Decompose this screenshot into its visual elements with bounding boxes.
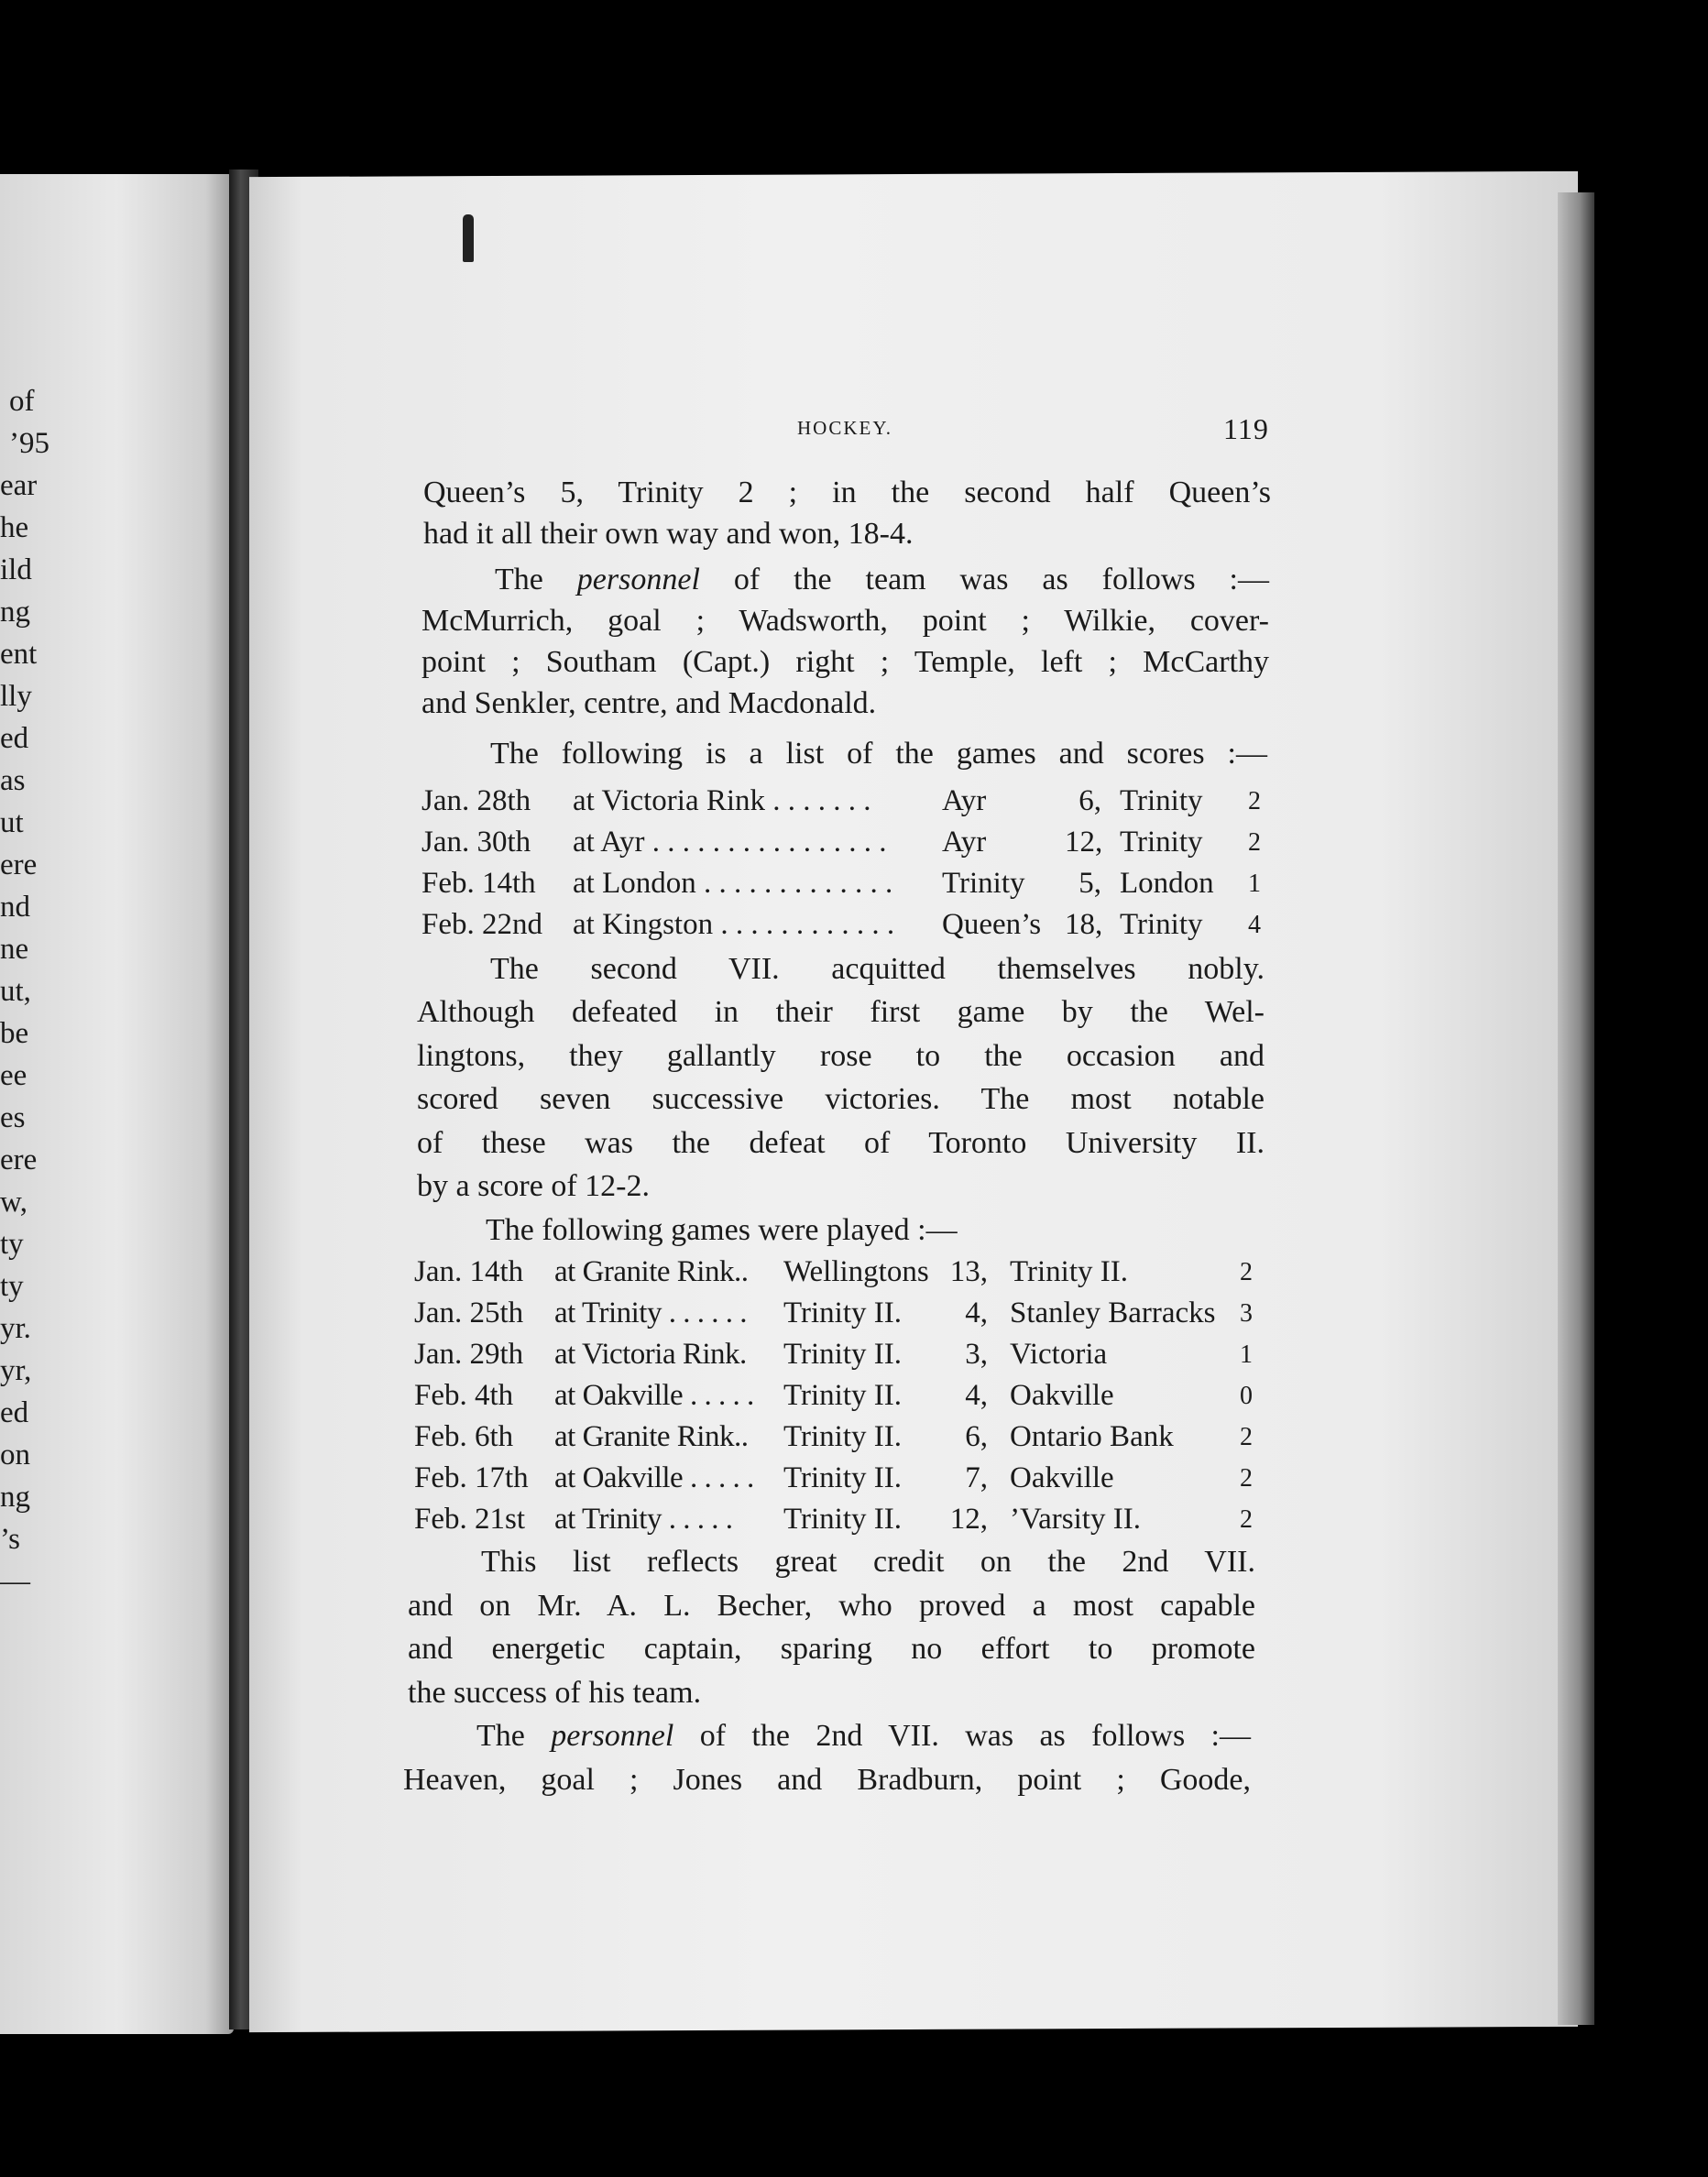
game-score-b: 2	[1248, 828, 1261, 857]
game-place: at Oakville . . . . .	[554, 1379, 754, 1412]
text-line: Queen’s 5, Trinity 2 ; in the second half Queen’s	[423, 476, 1271, 509]
facing-page-fragment: ild	[0, 553, 32, 586]
text-run: of the team was as follows :—	[699, 563, 1270, 596]
game-winner: Trinity II.	[783, 1338, 902, 1371]
game-row	[0, 822, 1708, 863]
game-score-a: 3,	[965, 1338, 988, 1371]
game-place: at Kingston . . . . . . . . . . . .	[573, 908, 895, 941]
game-row	[0, 781, 1708, 822]
page-edge	[1558, 192, 1594, 2025]
game-score-b: 2	[1248, 787, 1261, 815]
game-opponent: Ontario Bank	[1010, 1420, 1174, 1453]
game-row	[0, 1252, 1708, 1293]
game-opponent: Trinity II.	[1010, 1255, 1128, 1288]
facing-page-fragment: be	[0, 1017, 29, 1050]
game-date: Jan. 28th	[422, 784, 531, 817]
text-line: Although defeated in their first game by the Wel-	[417, 995, 1265, 1029]
text-run: The	[495, 563, 577, 596]
facing-page-fragment: ee	[0, 1059, 27, 1092]
game-row	[0, 904, 1708, 946]
text-line: point ; Southam (Capt.) right ; Temple, left ; McCarthy	[422, 645, 1269, 679]
game-place: at Trinity . . . . .	[554, 1503, 733, 1536]
text-line: of these was the defeat of Toronto University II.	[417, 1126, 1265, 1160]
game-score-a: 7,	[965, 1461, 988, 1494]
game-opponent: Victoria	[1010, 1338, 1108, 1371]
game-score-a: 18,	[1065, 908, 1103, 941]
facing-page-fragment: yr.	[0, 1312, 31, 1345]
game-winner: Ayr	[942, 826, 987, 859]
text-line: and on Mr. A. L. Becher, who proved a most capable	[408, 1589, 1255, 1623]
facing-page-fragment: ng	[0, 596, 30, 629]
game-winner: Ayr	[942, 784, 987, 817]
facing-page-fragment: nd	[0, 891, 30, 924]
facing-page-fragment: on	[0, 1439, 30, 1471]
game-date: Feb. 17th	[414, 1461, 529, 1494]
game-opponent: Trinity	[1120, 908, 1203, 941]
game-winner: Trinity II.	[783, 1379, 902, 1412]
text-run: of the 2nd VII. was as follows :—	[673, 1719, 1252, 1753]
facing-page-fragment: he	[0, 511, 29, 544]
game-date: Jan. 25th	[414, 1296, 524, 1329]
game-score-a: 12,	[949, 1503, 988, 1536]
text-line: and Senkler, centre, and Macdonald.	[422, 686, 877, 720]
game-place: at Victoria Rink.	[554, 1338, 747, 1371]
text-line: This list reflects great credit on the 2nd VII.	[481, 1545, 1255, 1579]
game-date: Jan. 30th	[422, 826, 531, 859]
text-line: and energetic captain, sparing no effort to promote	[408, 1632, 1255, 1666]
game-score-b: 1	[1248, 870, 1261, 898]
facing-page-fragment: es	[0, 1101, 26, 1134]
game-date: Feb. 21st	[414, 1503, 526, 1536]
game-place: at Granite Rink..	[554, 1420, 749, 1453]
game-place: at Oakville . . . . .	[554, 1461, 754, 1494]
text-line: The following games were played :—	[486, 1213, 958, 1247]
text-line	[495, 559, 1269, 600]
game-score-a: 13,	[949, 1255, 988, 1288]
text-line: The second VII. acquitted themselves nobly.	[490, 952, 1265, 986]
facing-page-fragment: ent	[0, 638, 38, 671]
game-row	[0, 1499, 1708, 1540]
running-head: HOCKEY.	[797, 417, 893, 439]
game-winner: Trinity II.	[783, 1503, 902, 1536]
facing-page-fragment: ere	[0, 1143, 38, 1176]
page-number: 119	[1223, 412, 1269, 445]
game-date: Jan. 14th	[414, 1255, 524, 1288]
facing-page-fragment: ne	[0, 933, 29, 966]
game-row	[0, 1417, 1708, 1458]
game-date: Jan. 29th	[414, 1338, 524, 1371]
game-opponent: Oakville	[1010, 1461, 1114, 1494]
game-score-a: 4,	[965, 1296, 988, 1329]
game-winner: Queen’s	[942, 908, 1042, 941]
facing-page-fragment: of	[9, 385, 35, 418]
game-opponent: Oakville	[1010, 1379, 1114, 1412]
italic-word: personnel	[551, 1719, 674, 1753]
game-score-a: 4,	[965, 1379, 988, 1412]
game-winner: Wellingtons	[783, 1255, 929, 1288]
facing-page-fragment: ere	[0, 848, 38, 881]
text-line: by a score of 12-2.	[417, 1169, 650, 1203]
game-date: Feb. 4th	[414, 1379, 514, 1412]
text-line: scored seven successive victories. The most notable	[417, 1082, 1265, 1116]
game-date: Feb. 6th	[414, 1420, 514, 1453]
facing-page-fragment: ear	[0, 469, 38, 502]
game-row	[0, 1375, 1708, 1417]
facing-page-fragment: ty	[0, 1228, 24, 1261]
text-run: The	[476, 1719, 552, 1753]
game-winner: Trinity II.	[783, 1296, 902, 1329]
facing-page	[0, 174, 234, 2034]
game-score-a: 5,	[1078, 867, 1101, 900]
facing-page-fragment: ut,	[0, 975, 31, 1008]
game-place: at Victoria Rink . . . . . . .	[573, 784, 871, 817]
game-score-b: 2	[1240, 1505, 1253, 1534]
italic-word: personnel	[576, 563, 700, 596]
facing-page-fragment: w,	[0, 1186, 27, 1219]
facing-page-fragment: ’s	[0, 1523, 21, 1556]
text-line	[476, 1715, 1251, 1756]
game-winner: Trinity II.	[783, 1461, 902, 1494]
game-winner: Trinity	[942, 867, 1025, 900]
game-opponent: London	[1120, 867, 1214, 900]
facing-page-fragment: ed	[0, 722, 29, 755]
text-line: had it all their own way and won, 18-4.	[423, 517, 914, 551]
facing-page-fragment: —	[0, 1565, 30, 1598]
game-place: at Ayr . . . . . . . . . . . . . . . .	[573, 826, 887, 859]
game-score-b: 2	[1240, 1258, 1253, 1286]
game-opponent: ’Varsity II.	[1010, 1503, 1141, 1536]
text-line: The following is a list of the games and scores :—	[490, 737, 1267, 771]
facing-page-fragment: lly	[0, 680, 32, 713]
text-line: Heaven, goal ; Jones and Bradburn, point ; Goode,	[403, 1763, 1251, 1797]
game-opponent: Trinity	[1120, 826, 1203, 859]
game-place: at Trinity . . . . . .	[554, 1296, 747, 1329]
game-date: Feb. 22nd	[422, 908, 542, 941]
game-row	[0, 1334, 1708, 1375]
facing-page-fragment: ty	[0, 1270, 24, 1303]
game-score-a: 12,	[1065, 826, 1103, 859]
text-line: McMurrich, goal ; Wadsworth, point ; Wilkie, cover-	[422, 604, 1269, 638]
game-row	[0, 1458, 1708, 1499]
game-place: at London . . . . . . . . . . . . .	[573, 867, 893, 900]
game-place: at Granite Rink..	[554, 1255, 749, 1288]
game-score-b: 4	[1248, 911, 1261, 939]
facing-page-fragment: ut	[0, 806, 24, 839]
game-row	[0, 863, 1708, 904]
game-winner: Trinity II.	[783, 1420, 902, 1453]
game-score-a: 6,	[1078, 784, 1101, 817]
facing-page-fragment: yr,	[0, 1354, 32, 1387]
game-score-a: 6,	[965, 1420, 988, 1453]
game-score-b: 3	[1240, 1299, 1253, 1328]
game-opponent: Stanley Barracks	[1010, 1296, 1216, 1329]
game-score-b: 0	[1240, 1382, 1253, 1410]
game-date: Feb. 14th	[422, 867, 536, 900]
game-row	[0, 1293, 1708, 1334]
game-score-b: 2	[1240, 1464, 1253, 1493]
facing-page-fragment: as	[0, 764, 26, 797]
facing-page-fragment: ed	[0, 1396, 29, 1429]
game-score-b: 2	[1240, 1423, 1253, 1451]
game-score-b: 1	[1240, 1340, 1253, 1369]
text-line: the success of his team.	[408, 1676, 702, 1710]
ink-mark	[463, 214, 474, 262]
facing-page-fragment: ng	[0, 1481, 30, 1514]
facing-page-fragment: ’95	[9, 427, 49, 460]
text-line: lingtons, they gallantly rose to the occasion and	[417, 1039, 1265, 1073]
game-opponent: Trinity	[1120, 784, 1203, 817]
